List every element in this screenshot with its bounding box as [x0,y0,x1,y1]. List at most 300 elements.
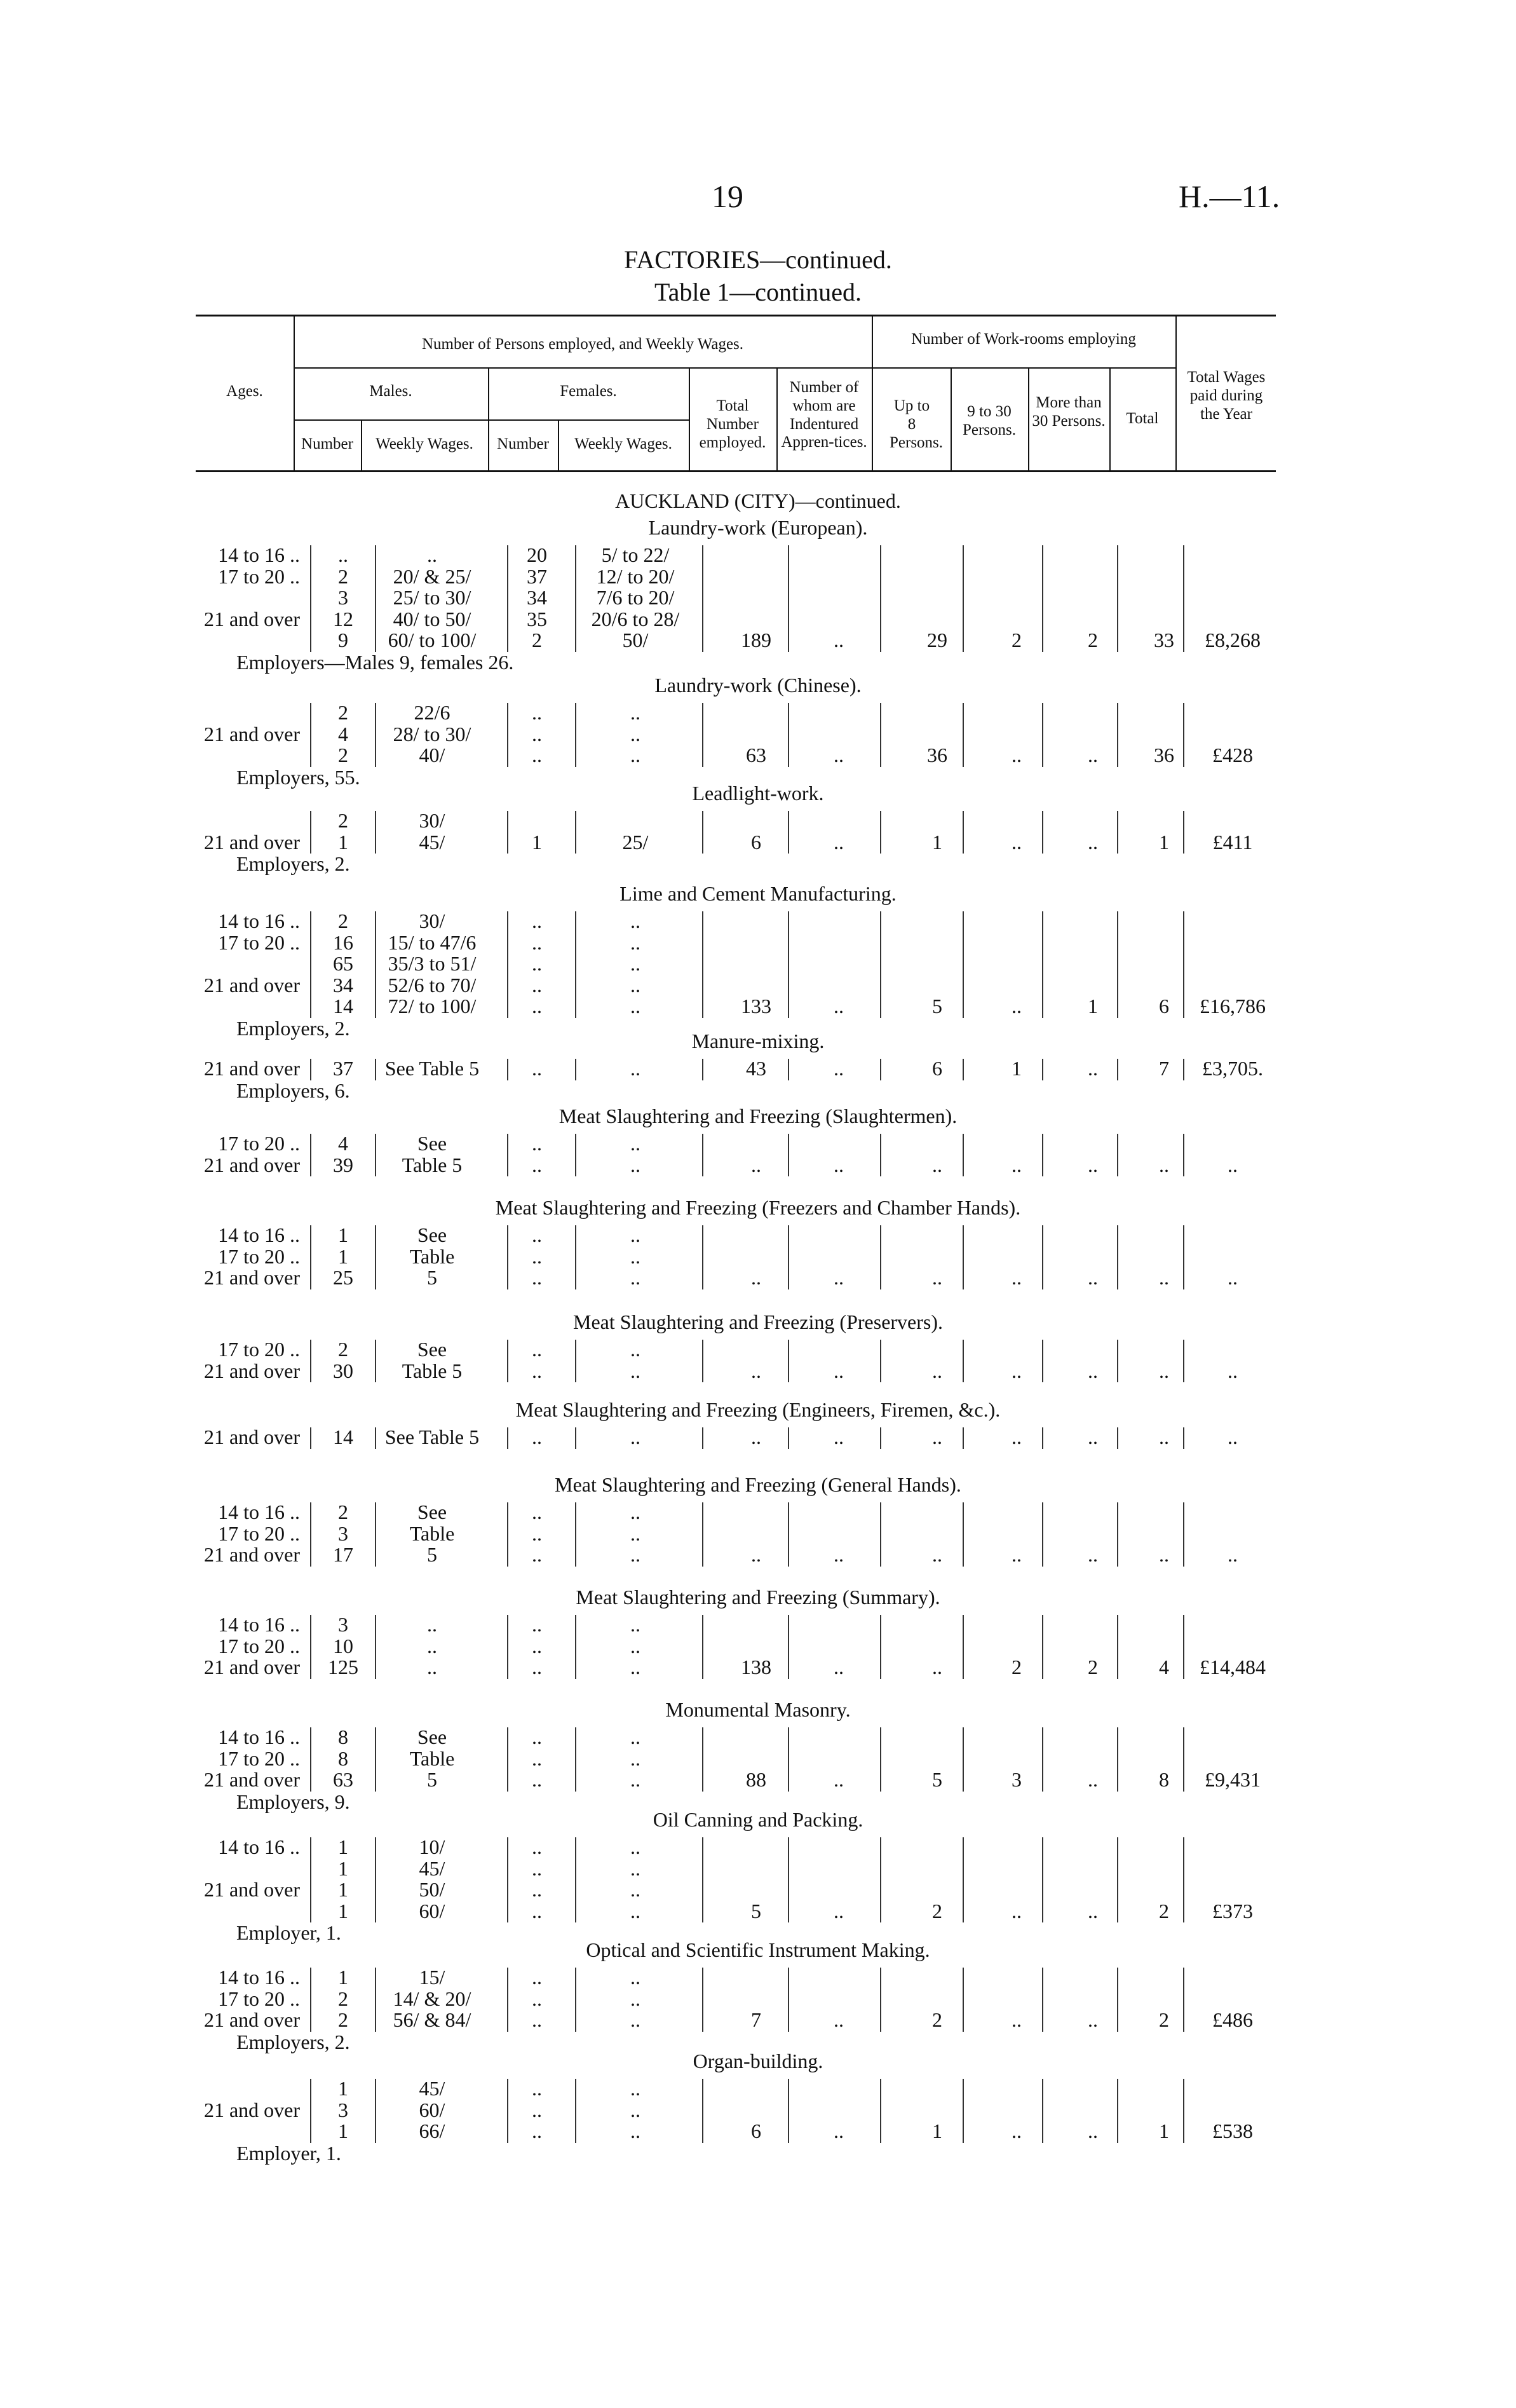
table-cell-wages: £8,268 [1205,629,1261,651]
table-cell-fwage: .. [630,1634,640,1657]
table-cell-mwage: 40/ [419,744,445,766]
column-divider [1042,2079,1043,2143]
table-cell-fnum: .. [532,973,542,997]
table-cell-wages: .. [1228,1425,1238,1448]
table-cell-total: .. [751,1266,761,1289]
column-divider [963,1502,964,1567]
column-divider [575,703,576,767]
column-divider [788,1968,789,2032]
table-cell-mwage: 40/ to 50/ [393,607,471,630]
column-divider [963,1225,964,1289]
column-divider [880,703,881,767]
column-divider [1117,1340,1118,1382]
column-divider [788,1615,789,1679]
table-cell-wages: £538 [1212,2119,1253,2142]
table-cell-indentured: .. [834,1153,844,1176]
column-divider [788,545,789,652]
table-cell-fwage: .. [630,1266,640,1289]
table-cell-up8: 5 [932,995,942,1017]
header-divider [1028,369,1029,470]
column-divider [1117,1727,1118,1792]
column-divider [1042,1727,1043,1792]
column-divider [788,1427,789,1449]
header-male-wages: Weekly Wages. [376,435,473,452]
column-divider [702,811,703,854]
table-cell-indentured: .. [834,1768,844,1791]
table-cell-tot: 8 [1159,1768,1169,1791]
table-cell-fnum: .. [532,701,542,724]
column-divider [310,1727,311,1792]
column-divider [963,1615,964,1679]
column-divider [1042,1340,1043,1382]
column-divider [1183,1727,1184,1792]
table-cell-fwage: .. [630,995,640,1017]
table-cell-nine30: .. [1012,1153,1022,1176]
table-cell-indentured: .. [834,830,844,854]
table-cell-more30: 2 [1088,629,1098,651]
table-cell-mnum: 2 [338,744,348,766]
column-divider [575,1615,576,1679]
column-divider [575,1837,576,1922]
column-divider [702,1502,703,1567]
column-divider [1183,1059,1184,1080]
table-cell-total: 138 [741,1656,771,1678]
column-divider [880,1615,881,1679]
table-cell-mnum: 65 [333,952,353,975]
table-cell-mwage: 45/ [419,830,445,854]
table-cell-fwage: .. [630,2077,640,2100]
column-divider [1183,811,1184,854]
column-divider [575,1225,576,1289]
table-cell-mnum: 1 [338,2119,348,2142]
column-divider [1042,1837,1043,1922]
table-cell-age: 14 to 16 .. [218,1500,300,1523]
table-cell-tot: 6 [1159,995,1169,1017]
column-divider [575,1059,576,1080]
table-cell-age: 17 to 20 .. [218,1338,300,1361]
table-cell-total: 43 [746,1057,766,1080]
table-cell-mwage: See Table 5 [384,1425,480,1448]
table-cell-fwage: .. [630,1153,640,1176]
table-cell-age: 17 to 20 .. [218,1521,300,1545]
section-title: Meat Slaughtering and Freezing (Freezers and Chamber Hands). [495,1196,1021,1219]
column-divider [1183,1134,1184,1176]
column-divider [702,703,703,767]
column-divider [310,1968,311,2032]
table-cell-fnum: .. [532,1132,542,1155]
table-cell-mnum: 63 [333,1768,353,1791]
table-cell-mnum: 9 [338,629,348,651]
column-divider [1117,703,1118,767]
table-cell-mwage: 5 [427,1266,437,1289]
column-divider [880,811,881,854]
table-cell-mnum: 16 [333,930,353,954]
column-divider [702,545,703,652]
table-cell-age: 17 to 20 .. [218,1132,300,1155]
table-cell-tot: 2 [1159,1899,1169,1922]
table-cell-mnum: 14 [333,995,353,1017]
table-cell-more30: .. [1088,1057,1098,1080]
column-divider [375,1502,376,1567]
table-cell-fnum: .. [532,1359,542,1382]
column-divider [702,1837,703,1922]
table-cell-fnum: .. [532,1057,542,1080]
column-divider [375,1340,376,1382]
table-cell-tot: 2 [1159,2008,1169,2031]
table-cell-mwage: 5 [427,1768,437,1791]
table-cell-mnum: 1 [338,1835,348,1858]
table-cell-fwage: 12/ to 20/ [596,564,675,588]
table-cell-nine30: .. [1012,1425,1022,1448]
table-cell-nine30: 3 [1012,1768,1022,1791]
table-cell-fnum: .. [532,952,542,975]
column-divider [1183,545,1184,652]
column-divider [1117,1615,1118,1679]
table-cell-mnum: 1 [338,1899,348,1922]
table-cell-mwage: 66/ [419,2119,445,2142]
employers-note: Employers—Males 9, females 26. [236,650,514,674]
table-cell-mnum: 4 [338,722,348,745]
column-divider [310,703,311,767]
column-divider [575,1427,576,1449]
column-divider [507,1727,508,1792]
page-title: FACTORIES—continued. [624,245,892,274]
table-cell-fwage: .. [630,1244,640,1268]
table-cell-wages: £428 [1212,744,1253,766]
table-cell-fwage: .. [630,701,640,724]
column-divider [963,1059,964,1080]
column-divider [310,545,311,652]
table-cell-fnum: .. [532,722,542,745]
table-cell-mnum: 2 [338,909,348,932]
table-cell-more30: 1 [1088,995,1098,1017]
table-cell-fwage: .. [630,1057,640,1080]
table-cell-nine30: 1 [1012,1057,1022,1080]
table-cell-age: 21 and over [203,1266,300,1289]
table-cell-mwage: 30/ [419,809,445,832]
column-divider [507,2079,508,2143]
column-divider [702,2079,703,2143]
header-more-than-30: More than 30 Persons. [1032,394,1106,430]
column-divider [880,545,881,652]
table-cell-age: 14 to 16 .. [218,1835,300,1858]
table-cell-up8: .. [932,1425,942,1448]
table-cell-indentured: .. [834,2119,844,2142]
table-cell-mnum: 4 [338,1132,348,1155]
table-cell-total: 7 [751,2008,761,2031]
table-cell-fwage: .. [630,744,640,766]
table-cell-nine30: .. [1012,2119,1022,2142]
column-divider [1117,545,1118,652]
column-divider [1117,1968,1118,2032]
table-cell-mnum: 1 [338,1223,348,1246]
table-cell-age: 21 and over [203,722,300,745]
employers-note: Employer, 1. [236,2141,341,2165]
column-divider [702,911,703,1018]
header-divider [1175,316,1177,470]
table-cell-mwage: Table [409,1244,455,1268]
column-divider [310,1427,311,1449]
table-cell-mwage: Table [409,1746,455,1770]
column-divider [1042,1615,1043,1679]
table-cell-tot: .. [1159,1266,1169,1289]
page-number: 19 [712,179,743,214]
header-divider [689,369,690,470]
column-divider [507,1427,508,1449]
table-cell-mnum: 8 [338,1746,348,1770]
table-cell-mnum: 3 [338,2098,348,2121]
table-cell-mwage: .. [427,543,437,566]
column-divider [880,1727,881,1792]
table-cell-fwage: 5/ to 22/ [601,543,670,566]
column-divider [1183,1502,1184,1567]
column-divider [310,811,311,854]
column-divider [1117,1837,1118,1922]
table-cell-wages: £373 [1212,1899,1253,1922]
table-cell-up8: .. [932,1153,942,1176]
table-cell-total: 88 [746,1768,766,1791]
table-cell-age: 21 and over [203,607,300,630]
table-cell-total: .. [751,1359,761,1382]
table-cell-nine30: .. [1012,1899,1022,1922]
table-cell-age: 21 and over [203,973,300,997]
table-cell-mwage: 35/3 to 51/ [388,952,477,975]
table-cell-mnum: 2 [338,1338,348,1361]
table-cell-wages: £16,786 [1200,995,1266,1017]
table-cell-age: 21 and over [203,1878,300,1901]
table-cell-total: 189 [741,629,771,651]
table-cell-mnum: 2 [338,564,348,588]
table-cell-mwage: 30/ [419,909,445,932]
table-cell-fnum: .. [532,1634,542,1657]
header-top-rule [196,315,1276,316]
column-divider [310,1340,311,1382]
table-cell-tot: .. [1159,1425,1169,1448]
column-divider [702,1427,703,1449]
table-cell-tot: .. [1159,1359,1169,1382]
table-cell-fnum: .. [532,1899,542,1922]
table-cell-fwage: .. [630,2098,640,2121]
column-divider [702,1615,703,1679]
table-cell-indentured: .. [834,1359,844,1382]
column-divider [310,2079,311,2143]
table-cell-fwage: .. [630,1878,640,1901]
table-cell-mnum: 30 [333,1359,353,1382]
column-divider [310,1059,311,1080]
table-cell-age: 21 and over [203,1153,300,1176]
table-cell-fnum: .. [532,1338,542,1361]
table-cell-up8: .. [932,1266,942,1289]
header-total-employed: Total Number employed. [699,397,766,451]
column-divider [1183,2079,1184,2143]
table-cell-mnum: 10 [333,1634,353,1657]
table-cell-wages: .. [1228,1543,1238,1566]
header-total-wages: Total Wages paid during the Year [1187,369,1266,423]
table-cell-mnum: 1 [338,1878,348,1901]
table-cell-fnum: .. [532,930,542,954]
column-divider [375,1727,376,1792]
column-divider [375,1968,376,2032]
table-cell-fnum: 1 [532,830,542,854]
section-title: Meat Slaughtering and Freezing (Slaughtermen). [558,1105,958,1127]
table-cell-more30: .. [1088,830,1098,854]
section-title: Laundry-work (Chinese). [654,674,862,697]
table-cell-mwage: See Table 5 [384,1057,480,1080]
table-cell-mwage: 60/ to 100/ [388,629,477,651]
table-cell-wages: £9,431 [1205,1768,1261,1791]
column-divider [880,1134,881,1176]
table-cell-mnum: 1 [338,1966,348,1989]
table-cell-mwage: 14/ & 20/ [393,1987,471,2010]
table-subtitle: Table 1—continued. [654,278,862,306]
column-divider [963,1134,964,1176]
table-cell-mwage: 72/ to 100/ [388,995,477,1017]
table-cell-fnum: .. [532,2008,542,2031]
column-divider [880,1427,881,1449]
table-cell-wages: £411 [1212,830,1253,854]
column-divider [880,1502,881,1567]
table-cell-mnum: 2 [338,2008,348,2031]
column-divider [1183,1340,1184,1382]
table-cell-wages: £486 [1212,2008,1253,2031]
table-cell-nine30: .. [1012,995,1022,1017]
table-cell-age: 14 to 16 .. [218,543,300,566]
table-cell-mwage: 52/6 to 70/ [388,973,477,997]
table-cell-age: 21 and over [203,1057,300,1080]
table-cell-up8: .. [932,1359,942,1382]
table-cell-fwage: .. [630,1500,640,1523]
table-cell-wages: .. [1228,1359,1238,1382]
table-cell-wages: .. [1228,1266,1238,1289]
column-divider [788,2079,789,2143]
column-divider [963,703,964,767]
table-cell-fnum: .. [532,1856,542,1880]
column-divider [963,1968,964,2032]
table-cell-tot: .. [1159,1153,1169,1176]
table-cell-up8: 1 [932,2119,942,2142]
table-cell-mnum: .. [338,543,348,566]
column-divider [702,1059,703,1080]
table-cell-mnum: 12 [333,607,353,630]
table-cell-mwage: .. [427,1656,437,1678]
column-divider [702,1134,703,1176]
table-cell-fwage: .. [630,930,640,954]
table-cell-fwage: .. [630,1543,640,1566]
column-divider [1042,1225,1043,1289]
table-cell-fwage: .. [630,1613,640,1636]
table-cell-fnum: .. [532,1746,542,1770]
table-cell-up8: 29 [927,629,947,651]
table-cell-fnum: .. [532,1425,542,1448]
column-divider [963,1427,964,1449]
header-bottom-rule [196,470,1276,472]
table-cell-mwage: 60/ [419,1899,445,1922]
table-cell-fnum: .. [532,1244,542,1268]
table-cell-mnum: 1 [338,2077,348,2100]
column-divider [1183,1225,1184,1289]
column-divider [963,911,964,1018]
table-cell-more30: .. [1088,1266,1098,1289]
table-cell-mnum: 34 [333,973,353,997]
table-cell-mwage: See [417,1132,447,1155]
column-divider [1042,1968,1043,2032]
table-cell-age: 21 and over [203,1768,300,1791]
column-divider [375,1134,376,1176]
table-cell-total: 5 [751,1899,761,1922]
column-divider [575,911,576,1018]
table-cell-age: 21 and over [203,1359,300,1382]
column-divider [880,1059,881,1080]
table-cell-age: 17 to 20 .. [218,930,300,954]
table-cell-age: 14 to 16 .. [218,1725,300,1748]
table-cell-indentured: .. [834,1656,844,1678]
column-divider [507,1340,508,1382]
table-cell-fnum: 20 [527,543,547,566]
table-cell-more30: .. [1088,1359,1098,1382]
table-cell-fnum: .. [532,2119,542,2142]
table-cell-mnum: 3 [338,1613,348,1636]
table-cell-fwage: .. [630,1835,640,1858]
table-cell-fwage: .. [630,1987,640,2010]
column-divider [507,1134,508,1176]
section-title: Optical and Scientific Instrument Making. [586,1938,930,1961]
table-cell-tot: 1 [1159,830,1169,854]
column-divider [1183,1427,1184,1449]
table-cell-fnum: .. [532,1613,542,1636]
header-female-number: Number [497,435,549,452]
table-cell-indentured: .. [834,1057,844,1080]
column-divider [575,1340,576,1382]
table-cell-more30: .. [1088,1153,1098,1176]
table-cell-age: 17 to 20 .. [218,1746,300,1770]
header-females: Females. [560,383,617,400]
column-divider [1183,1968,1184,2032]
employers-note: Employers, 55. [236,765,360,789]
table-cell-fwage: 25/ [622,830,649,854]
column-divider [788,811,789,854]
column-divider [1042,703,1043,767]
table-cell-mnum: 37 [333,1057,353,1080]
table-cell-up8: 2 [932,1899,942,1922]
section-title: Meat Slaughtering and Freezing (General Hands). [555,1473,961,1496]
employers-note: Employer, 1. [236,1921,341,1944]
table-cell-age: 21 and over [203,1425,300,1448]
header-group-rule-1 [294,367,872,369]
table-cell-mwage: Table 5 [402,1153,463,1176]
table-cell-fwage: .. [630,1746,640,1770]
header-divider [951,369,952,470]
header-divider [776,369,778,470]
table-cell-total: 63 [746,744,766,766]
table-cell-mwage: See [417,1725,447,1748]
header-female-wages: Weekly Wages. [574,435,672,452]
table-cell-nine30: .. [1012,1359,1022,1382]
table-cell-fwage: .. [630,973,640,997]
column-divider [788,1059,789,1080]
table-cell-mnum: 25 [333,1266,353,1289]
table-cell-mnum: 1 [338,830,348,854]
column-divider [963,811,964,854]
column-divider [1042,811,1043,854]
column-divider [788,1340,789,1382]
table-cell-fwage: .. [630,1359,640,1382]
column-divider [1042,545,1043,652]
table-cell-mwage: 60/ [419,2098,445,2121]
column-divider [1117,1427,1118,1449]
column-divider [1042,911,1043,1018]
header-ages: Ages. [226,383,263,400]
table-cell-fwage: .. [630,909,640,932]
